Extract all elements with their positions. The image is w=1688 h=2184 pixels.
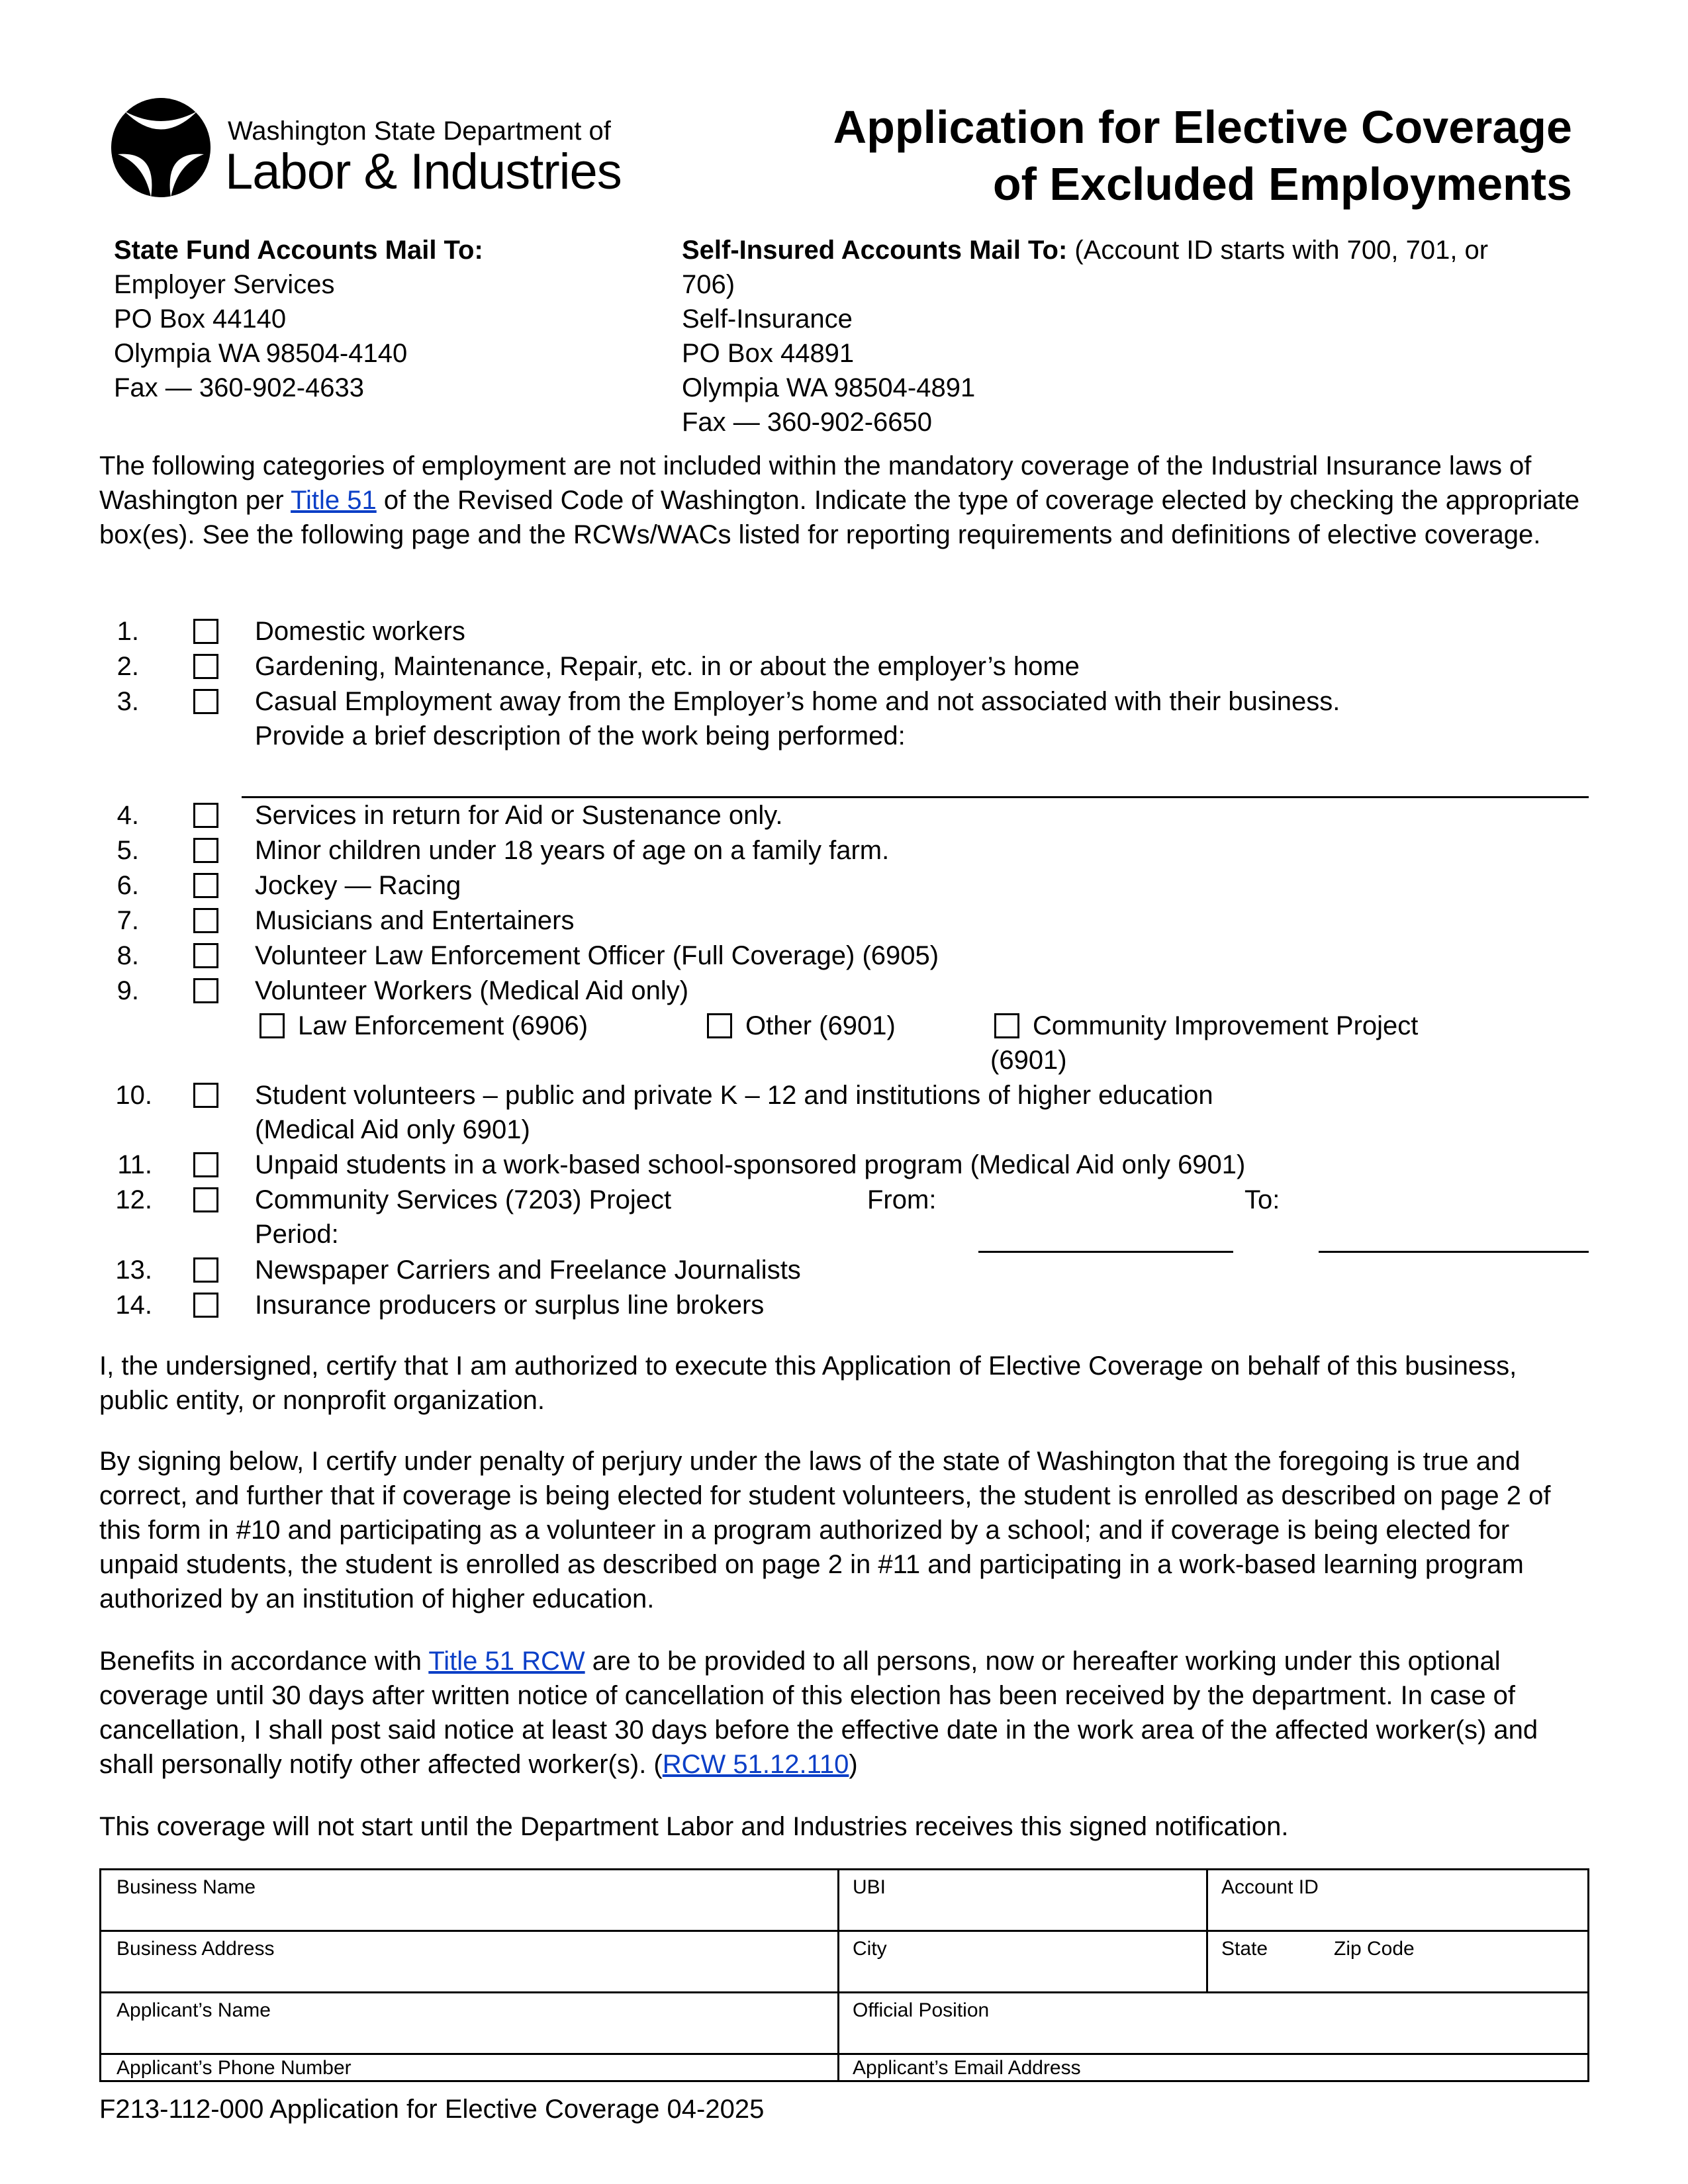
item-label: Community Services (7203) Project bbox=[255, 1185, 672, 1214]
item-number: 7. bbox=[117, 906, 139, 935]
benefits-paragraph bbox=[99, 1644, 1589, 1782]
applicant-name-field[interactable] bbox=[103, 1993, 837, 2053]
unpaid-students-checkbox[interactable] bbox=[193, 1152, 218, 1177]
item-number: 1. bbox=[117, 617, 139, 646]
self-insured-line: Olympia WA 98504-4891 bbox=[682, 373, 976, 402]
domestic-workers-checkbox[interactable] bbox=[193, 619, 218, 644]
item-label: Student volunteers – public and private K – 12 and institutions of higher education bbox=[255, 1081, 1213, 1110]
perjury-paragraph: By signing below, I certify under penalty of perjury under the laws of the state of Washington that the foregoing is true and correct, and further that if coverage is being elected for student volunteers, the student is enrolled as described on page 2 of this form in #10 and participating as a volunteer in a program authorized by a school; and if coverage is being elected for unpaid students, the student is enrolled as described on page 2 in #11 and participating in a work-based learning program authorized by an institution of higher education. bbox=[99, 1447, 1551, 1614]
self-insured-line: Self-Insurance bbox=[682, 304, 853, 334]
logo-text-agency: Labor & Industries bbox=[225, 144, 622, 200]
casual-employment-checkbox[interactable] bbox=[193, 689, 218, 714]
item-label-cont: Period: bbox=[255, 1220, 339, 1249]
ubi-field[interactable] bbox=[839, 1870, 1206, 1930]
minor-children-checkbox[interactable] bbox=[193, 838, 218, 863]
intro-text: The following categories of employment are not included within the mandatory coverage of the Industrial Insurance laws of Washington per bbox=[99, 451, 1532, 515]
project-from-field[interactable] bbox=[978, 1251, 1233, 1253]
zip-code-label: Zip Code bbox=[1334, 1938, 1415, 1960]
applicant-email-label: Applicant’s Email Address bbox=[853, 2057, 1081, 2079]
account-id-label: Account ID bbox=[1221, 1876, 1319, 1898]
state-field[interactable] bbox=[1208, 1932, 1334, 1991]
state-label: State bbox=[1221, 1938, 1268, 1960]
zip-code-field[interactable] bbox=[1334, 1932, 1587, 1991]
state-fund-line: Olympia WA 98504-4140 bbox=[114, 339, 408, 368]
insurance-producers-checkbox[interactable] bbox=[193, 1293, 218, 1318]
community-improvement-checkbox[interactable] bbox=[994, 1013, 1019, 1038]
applicant-phone-field[interactable] bbox=[103, 2055, 837, 2080]
rcw-51-12-110-link[interactable]: RCW 51.12.110 bbox=[662, 1750, 849, 1779]
intro-paragraph bbox=[99, 449, 1589, 552]
project-to-label: To: bbox=[1244, 1185, 1280, 1214]
item-number: 14. bbox=[115, 1291, 152, 1320]
item-number: 2. bbox=[117, 652, 139, 681]
item-label: Minor children under 18 years of age on a family farm. bbox=[255, 836, 890, 865]
sub-item-label: Other (6901) bbox=[745, 1011, 896, 1040]
item-number: 8. bbox=[117, 941, 139, 970]
item-number: 5. bbox=[117, 836, 139, 865]
musicians-checkbox[interactable] bbox=[193, 908, 218, 933]
applicant-phone-label: Applicant’s Phone Number bbox=[117, 2057, 352, 2079]
volunteer-law-enforcement-checkbox[interactable] bbox=[193, 943, 218, 968]
item-label: Volunteer Law Enforcement Officer (Full Coverage) (6905) bbox=[255, 941, 939, 970]
title-51-rcw-link[interactable]: Title 51 RCW bbox=[428, 1647, 585, 1676]
community-services-checkbox[interactable] bbox=[193, 1187, 218, 1212]
item-label: Jockey — Racing bbox=[255, 871, 461, 900]
self-insured-note: (Account ID starts with 700, 701, or bbox=[1074, 236, 1489, 265]
item-label: Services in return for Aid or Sustenance only. bbox=[255, 801, 783, 830]
self-insured-line: 706) bbox=[682, 270, 735, 299]
project-from-label: From: bbox=[867, 1185, 937, 1214]
item-label: Unpaid students in a work-based school-sponsored program (Medical Aid only 6901) bbox=[255, 1150, 1246, 1179]
self-insured-heading: Self-Insured Accounts Mail To: bbox=[682, 236, 1068, 265]
form-footer-id: F213-112-000 Application for Elective Coverage 04-2025 bbox=[99, 2095, 765, 2124]
state-fund-line: Employer Services bbox=[114, 270, 335, 299]
item-label: Casual Employment away from the Employer’s home and not associated with their business. bbox=[255, 687, 1340, 716]
state-fund-mail-block bbox=[114, 233, 483, 405]
sub-item-label: Law Enforcement (6906) bbox=[298, 1011, 588, 1040]
city-field[interactable] bbox=[839, 1932, 1206, 1991]
project-to-field[interactable] bbox=[1319, 1251, 1589, 1253]
page-title-line2: of Excluded Employments bbox=[992, 158, 1572, 210]
item-number: 4. bbox=[117, 801, 139, 830]
certify-paragraph: I, the undersigned, certify that I am authorized to execute this Application of Elective Coverage on behalf of this business, public entity, or nonprofit organization. bbox=[99, 1351, 1517, 1415]
applicant-name-label: Applicant’s Name bbox=[117, 1999, 271, 2021]
state-fund-line: Fax — 360-902-4633 bbox=[114, 373, 365, 402]
item-number: 13. bbox=[115, 1255, 152, 1285]
page-title-line1: Application for Elective Coverage bbox=[833, 101, 1572, 153]
city-label: City bbox=[853, 1938, 887, 1960]
official-position-field[interactable] bbox=[839, 1993, 1587, 2053]
item-number: 10. bbox=[115, 1081, 152, 1110]
business-name-label: Business Name bbox=[117, 1876, 256, 1898]
start-notice: This coverage will not start until the Department Labor and Industries receives this signed notification. bbox=[99, 1812, 1289, 1841]
business-address-label: Business Address bbox=[117, 1938, 275, 1960]
logo-mark-svg bbox=[111, 98, 211, 197]
item-number: 3. bbox=[117, 687, 139, 716]
logo-mark-icon bbox=[111, 98, 211, 197]
item-label: Volunteer Workers (Medical Aid only) bbox=[255, 976, 689, 1005]
item-number: 11. bbox=[117, 1150, 152, 1179]
benefits-text: Benefits in accordance with bbox=[99, 1647, 429, 1676]
item-label-cont: (Medical Aid only 6901) bbox=[255, 1115, 530, 1144]
volunteer-workers-checkbox[interactable] bbox=[193, 978, 218, 1003]
business-name-field[interactable] bbox=[103, 1870, 837, 1930]
item-label: Domestic workers bbox=[255, 617, 465, 646]
item-label: Insurance producers or surplus line brokers bbox=[255, 1291, 765, 1320]
agency-logo bbox=[111, 98, 622, 210]
state-fund-line: PO Box 44140 bbox=[114, 304, 287, 334]
account-id-field[interactable] bbox=[1208, 1870, 1587, 1930]
intro-text-cont: of the Revised Code of Washington. Indicate the type of coverage elected by checking the appropriate box(es). See the following page and the RCWs/WACs listed for reporting requirements and definitions of elective coverage. bbox=[99, 486, 1580, 549]
newspaper-carriers-checkbox[interactable] bbox=[193, 1257, 218, 1283]
item-number: 9. bbox=[117, 976, 139, 1005]
item-label: Newspaper Carriers and Freelance Journalists bbox=[255, 1255, 801, 1285]
item-label: Musicians and Entertainers bbox=[255, 906, 575, 935]
benefits-text-end: ) bbox=[849, 1750, 858, 1779]
item-label-cont: Provide a brief description of the work being performed: bbox=[255, 721, 906, 751]
state-fund-heading: State Fund Accounts Mail To: bbox=[114, 236, 483, 265]
logo-text-dept: Washington State Department of bbox=[228, 116, 611, 146]
ubi-label: UBI bbox=[853, 1876, 886, 1898]
self-insured-line: Fax — 360-902-6650 bbox=[682, 408, 933, 437]
item-number: 12. bbox=[115, 1185, 152, 1214]
business-address-field[interactable] bbox=[103, 1932, 837, 1991]
self-insured-line: PO Box 44891 bbox=[682, 339, 855, 368]
applicant-email-field[interactable] bbox=[839, 2055, 1587, 2080]
law-enforcement-6906-checkbox[interactable] bbox=[259, 1013, 285, 1038]
applicant-info-table bbox=[99, 1868, 1589, 2082]
self-insured-mail-block bbox=[682, 233, 1488, 439]
other-6901-checkbox[interactable] bbox=[707, 1013, 732, 1038]
gardening-checkbox[interactable] bbox=[193, 654, 218, 679]
jockey-checkbox[interactable] bbox=[193, 873, 218, 898]
item-label: Gardening, Maintenance, Repair, etc. in or about the employer’s home bbox=[255, 652, 1080, 681]
title-51-link[interactable]: Title 51 bbox=[291, 486, 377, 515]
sub-item-label: Community Improvement Project bbox=[1033, 1011, 1419, 1040]
sub-item-label-cont: (6901) bbox=[990, 1046, 1067, 1075]
item-number: 6. bbox=[117, 871, 139, 900]
aid-sustenance-checkbox[interactable] bbox=[193, 803, 218, 828]
official-position-label: Official Position bbox=[853, 1999, 990, 2021]
student-volunteers-checkbox[interactable] bbox=[193, 1083, 218, 1108]
benefits-text-cont: are to be provided to all persons, now or hereafter working under this optional coverage until 30 days after written notice of cancellation of this election has been received by the department. In case of cancellation, I shall post said notice at least 30 days before the effective date in the work area of the affected worker(s) and shall personally notify other affected worker(s). ( bbox=[99, 1647, 1538, 1779]
